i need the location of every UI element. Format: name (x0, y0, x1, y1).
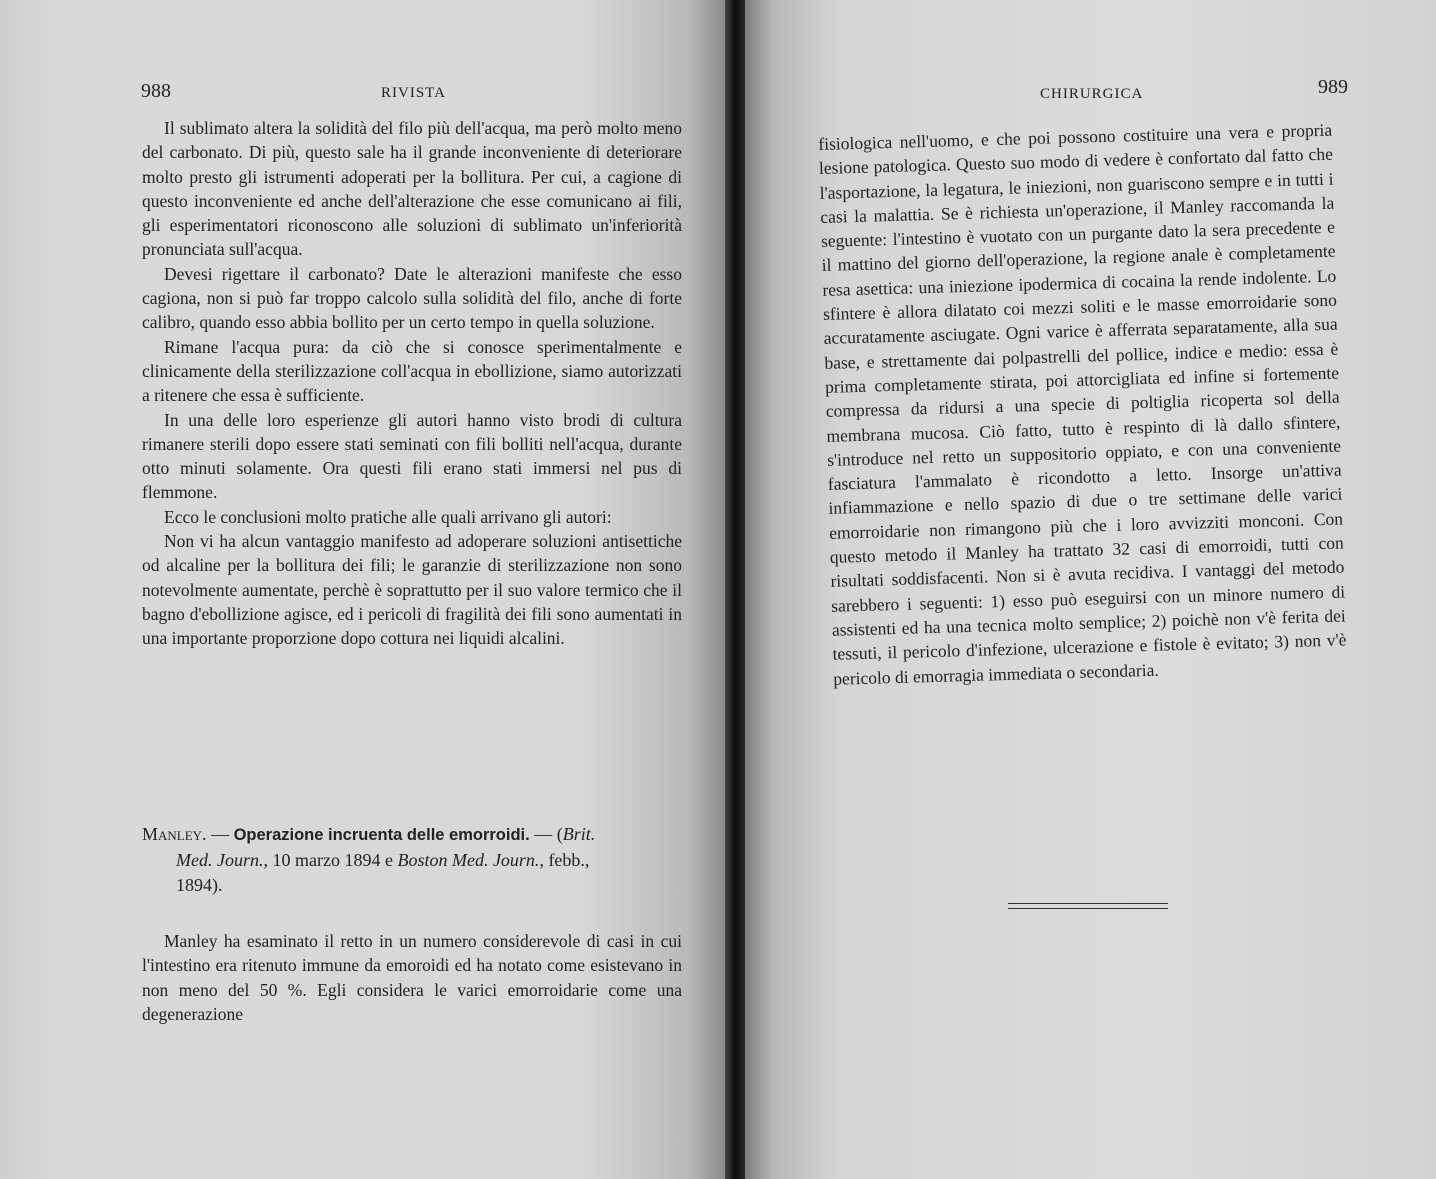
paragraph: Ecco le conclusioni molto pratiche alle quali arrivano gli autori: (164, 506, 612, 527)
right-running-head: CHIRURGICA (1040, 86, 1144, 102)
right-page-text (818, 118, 1347, 691)
section-rule (1008, 903, 1168, 904)
left-running-head: RIVISTA (381, 85, 446, 101)
paragraph: Devesi rigettare il carbonato? Date le alterazioni manifeste che esso cagiona, non si può far troppo calcolo sulla solidità del filo, anche di forte calibro, quando esso abbia bollito per un certo tempo in quella soluzione. (142, 263, 682, 333)
paragraph: Rimane l'acqua pura: da ciò che si conosce sperimentalmente e clinicamente della sterilizzazione coll'acqua in ebollizione, siamo autorizzati a ritenere che essa è sufficiente. (142, 336, 682, 406)
reference-citation-open: — ( (529, 824, 563, 844)
reference-journal-2: Boston Med. Journ. (397, 850, 540, 870)
book-gutter (725, 0, 745, 1179)
right-page-number: 989 (1318, 76, 1348, 98)
reference-year: 1894). (176, 875, 223, 895)
paragraph: Non vi ha alcun vantaggio manifesto ad adoperare soluzioni antisettiche od alcaline per la bollitura dei fili; le garanzie di sterilizzazione non sono notevolmente aumentate, perchè è soprattutto per il suo valore termico che il bagno d'ebollizione agisce, ed i pericoli di fragilità dei fili sono aumentati in una importante proporzione dopo cottura nei liquidi alcalini. (142, 531, 682, 649)
left-page-article-start (142, 929, 682, 1026)
left-page-number: 988 (141, 80, 171, 102)
article-reference (142, 822, 682, 898)
left-page-text (142, 116, 682, 651)
paragraph: Manley ha esaminato il retto in un numero considerevole di casi in cui l'intestino era ritenuto immune da emoroidi ed ha notato come esistevano in non meno del 50 %. Egli considera le varici emorroidarie come una degenerazione (142, 931, 682, 1024)
reference-dash: — (206, 824, 234, 844)
reference-journal-cont: Med. Journ. (176, 850, 264, 870)
reference-title: Operazione incruenta delle emorroidi. (233, 826, 530, 844)
reference-date: , 10 marzo 1894 e (263, 850, 398, 870)
reference-author: Manley. (142, 824, 207, 844)
section-rule (1008, 908, 1168, 909)
paragraph: fisiologica nell'uomo, e che poi possono costituire una vera e propria lesione patologica. Questo suo modo di vedere è confortato dal fatto che l'asportazione, la legatura, le iniezioni, non guariscono sempre e in tutti i casi la malattia. Se è richiesta un'operazione, il Manley raccomanda la seguente: l'intestino è vuotato con un purgante dato la sera precedente e il mattino del giorno dell'operazione, la regione anale è completamente resa asettica: una iniezione ipodermica di cocaina la rende indolente. Lo sfintere è allora dilatato coi mezzi soliti e le masse emorroidarie sono accuratamente asciugate. Ogni varice è afferrata separatamente, alla sua base, e strettamente dai polpastrelli del pollice, indice e medio: essa è prima completamente stirata, poi attorcigliata ed infine si fortemente compressa da ridursi a una specie di poltiglia ricoperta sol della membrana mucosa. Ciò fatto, tutto è respinto di là dallo sfintere, s'introduce nel retto un suppositorio oppiato, e con una conveniente fasciatura l'ammalato è ricondotto a letto. Insorge un'attiva infiammazione e nello spazio di due o tre settimane delle varici emorroidarie non rimangono più che i loro avvizziti monconi. Con questo metodo il Manley ha trattato 32 casi di emorroidi, tutti con risultati soddisfacenti. Non si è avuta recidiva. I vantaggi del metodo sarebbero i seguenti: 1) esso può eseguirsi con un minore numero di assistenti ed ha una tecnica molto semplice; 2) poichè non v'è ferita dei tessuti, il pericolo d'infezione, ulcerazione e fistole è evitato; 3) non v'è pericolo di emorragia immediata o secondaria. (818, 119, 1347, 689)
reference-journal: Brit. (562, 824, 596, 844)
reference-date-2: , febb., (539, 850, 590, 870)
paragraph: In una delle loro esperienze gli autori hanno visto brodi di cultura rimanere sterili dopo essere stati seminati con fili bolliti nell'acqua, durante otto minuti solamente. Ora questi fili erano stati immersi nel pus di flemmone. (142, 409, 682, 503)
paragraph: Il sublimato altera la solidità del filo più dell'acqua, ma però molto meno del carbonato. Di più, questo sale ha il grande inconveniente di deteriorare molto presto gli istrumenti adoperati per la bollitura. Per cui, a cagione di questo inconveniente ed anche dell'alterazione che esse comunicano ai fili, gli esperimentatori riconoscono alle soluzioni di sublimato un'inferiorità pronunciata sull'acqua. (142, 118, 682, 260)
